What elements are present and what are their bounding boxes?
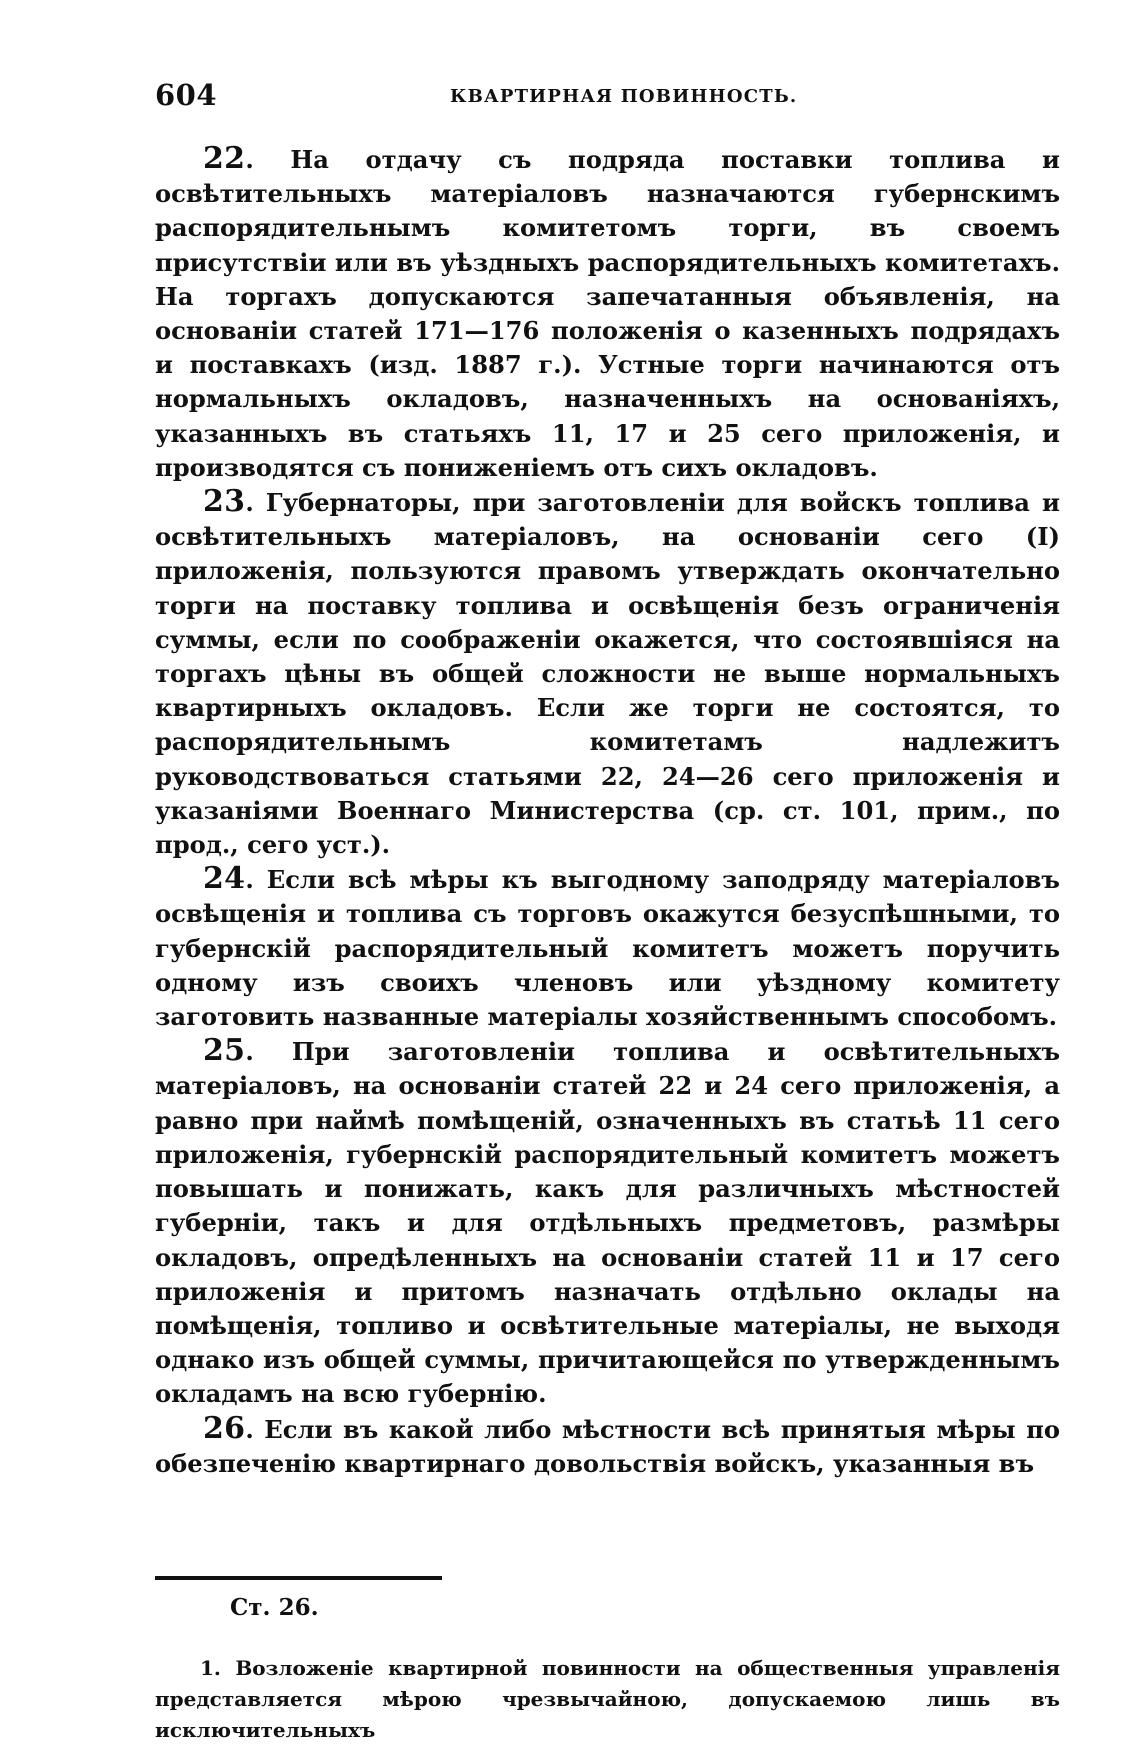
article-23 [155, 485, 1060, 862]
article-text-23: . Губернаторы, при заготовленіи для войскъ топлива и освѣтительныхъ матеріаловъ, на основаніи сего (I) приложенія, пользуются правомъ утверждать окончательно торги на поставку топлива и освѣщенія безъ ограниченія суммы, если по соображеніи окажется, что состоявшіяся на торгахъ цѣны въ общей сложности не выше нормальныхъ квартирныхъ окладовъ. Если же торги не состоятся, то распорядительнымъ комитетамъ надлежитъ руководствоваться статьями 22, 24—26 сего приложенія и указаніями Военнаго Министерства (ср. ст. 101, прим., по прод., сего уст.). [155, 488, 1060, 860]
article-text-24: . Если всѣ мѣры къ выгодному заподряду матеріаловъ освѣщенія и топлива съ торговъ окажутся безуспѣшными, то губернскій распорядительный комитетъ можетъ поручить одному изъ своихъ членовъ или уѣздному комитету заготовить названные матеріалы хозяйственнымъ способомъ. [155, 865, 1060, 1032]
article-number-24: 24 [203, 861, 246, 897]
article-24 [155, 862, 1060, 1034]
article-25 [155, 1034, 1060, 1411]
article-number-26: 26 [203, 1410, 246, 1446]
page-header [155, 78, 1060, 118]
article-text-22: . На отдачу съ подряда поставки топлива и освѣтительныхъ матеріаловъ назначаются губернскимъ распорядительнымъ комитетомъ торги, въ своемъ присутствіи или въ уѣздныхъ распорядительныхъ комитетахъ. На торгахъ допускаются запечатанныя объявленія, на основаніи статей 171—176 положенія о казенныхъ подрядахъ и поставкахъ (изд. 1887 г.). Устные торги начинаются отъ нормальныхъ окладовъ, назначенныхъ на основаніяхъ, указанныхъ въ статьяхъ 11, 17 и 25 сего приложенія, и производятся съ пониженіемъ отъ сихъ окладовъ. [155, 145, 1060, 482]
running-title: КВАРТИРНАЯ ПОВИННОСТЬ. [450, 86, 798, 107]
article-number-25: 25 [203, 1033, 246, 1069]
main-text [155, 142, 1060, 1481]
footnote-text: 1. Возложеніе квартирной повинности на общественныя управленія представляется мѣрою чрезвычайною, допускаемою лишь въ исключительныхъ [155, 1656, 1060, 1742]
article-22 [155, 142, 1060, 485]
footnote-separator [155, 1576, 442, 1580]
article-26 [155, 1412, 1060, 1481]
article-text-25: . При заготовленіи топлива и освѣтительныхъ матеріаловъ, на основаніи статей 22 и 24 сего приложенія, а равно при наймѣ помѣщеній, означенныхъ въ статьѣ 11 сего приложенія, губернскій распорядительный комитетъ можетъ повышать и понижать, какъ для различныхъ мѣстностей губерніи, такъ и для отдѣльныхъ предметовъ, размѣры окладовъ, опредѣленныхъ на основаніи статей 11 и 17 сего приложенія и притомъ назначать отдѣльно оклады на помѣщенія, топливо и освѣтительные матеріалы, не выходя однако изъ общей суммы, причитающейся по утвержденнымъ окладамъ на всю губернію. [155, 1037, 1060, 1409]
article-number-22: 22 [203, 141, 246, 176]
article-number-23: 23 [203, 484, 246, 520]
footnote-reference: Ст. 26. [230, 1594, 319, 1621]
page-number: 604 [155, 78, 218, 112]
book-page [155, 70, 1060, 1742]
article-text-26: . Если въ какой либо мѣстности всѣ принятыя мѣры по обезпеченію квартирнаго довольствія войскъ, указанныя въ [155, 1414, 1060, 1478]
